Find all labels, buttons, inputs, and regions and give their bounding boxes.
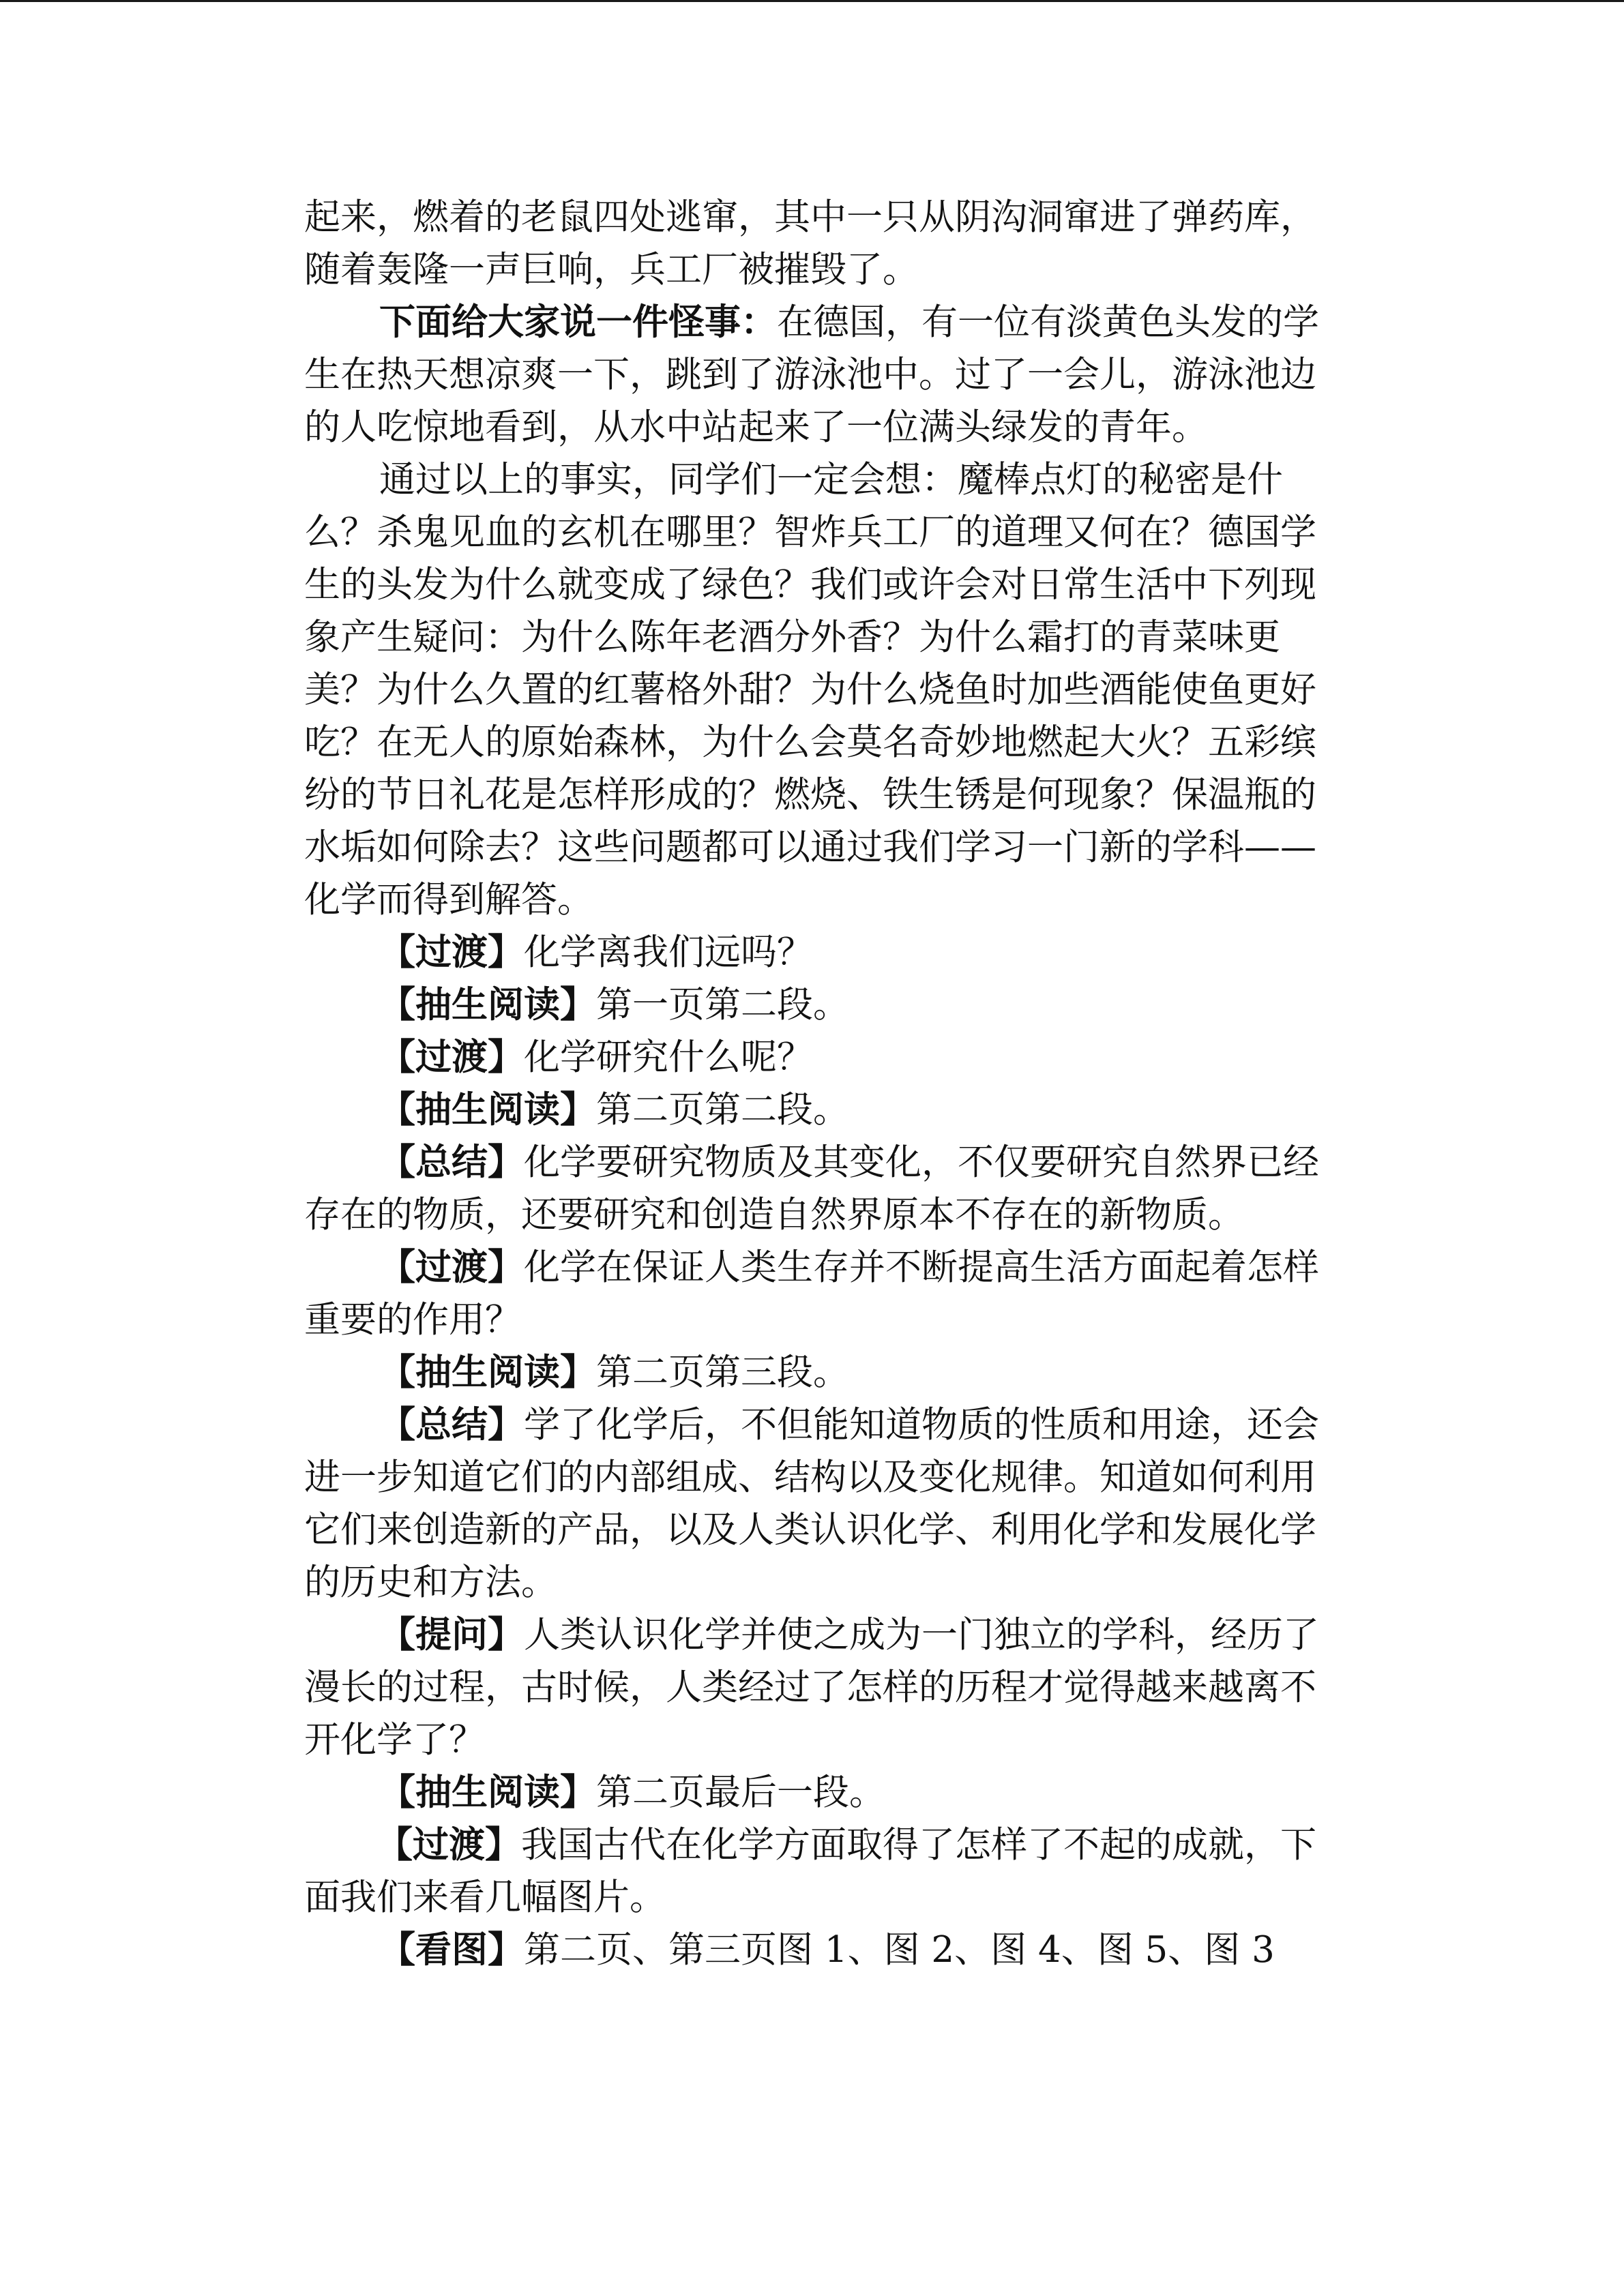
text-line: [304, 1766, 1382, 1819]
line-text: 漫长的过程，古时候，人类经过了怎样的历程才觉得越来越离不: [304, 1667, 1316, 1708]
line-text: 第二页第三段。: [596, 1352, 849, 1393]
line-text: 化学要研究物质及其变化，不仅要研究自然界已经: [524, 1142, 1319, 1183]
text-line: [304, 558, 1382, 611]
document-body: [304, 191, 1382, 1976]
line-text: 它们来创造新的产品，以及人类认识化学、利用化学和发展化学: [304, 1509, 1316, 1551]
text-line: [304, 926, 1382, 979]
text-line: [304, 1504, 1382, 1556]
text-line: [304, 611, 1382, 664]
text-line: [304, 1609, 1382, 1661]
line-text: 第二页、第三页图 1、图 2、图 4、图 5、图 3: [524, 1929, 1275, 1971]
line-text: 存在的物质，还要研究和创造自然界原本不存在的新物质。: [304, 1194, 1244, 1236]
line-text: 美？为什么久置的红薯格外甜？为什么烧鱼时加些酒能使鱼更好: [304, 669, 1316, 711]
text-line: [304, 1924, 1382, 1976]
text-line: [304, 874, 1382, 926]
line-text: 化学在保证人类生存并不断提高生活方面起着怎样: [524, 1247, 1319, 1288]
line-text: 进一步知道它们的内部组成、结构以及变化规律。知道如何利用: [304, 1457, 1316, 1498]
line-lead: 【过渡】: [379, 1036, 524, 1078]
text-line: [304, 1189, 1382, 1241]
line-text: 面我们来看几幅图片。: [304, 1877, 666, 1918]
line-lead: 【抽生阅读】: [379, 1088, 596, 1131]
line-lead: 下面给大家说一件怪事：: [379, 301, 777, 343]
line-text: 的人吃惊地看到，从水中站起来了一位满头绿发的青年。: [304, 406, 1208, 448]
text-line: [304, 296, 1382, 348]
line-text: 重要的作用？: [304, 1299, 521, 1341]
text-line: [304, 1241, 1382, 1294]
text-line: [304, 1451, 1382, 1504]
line-text: 水垢如何除去？这些问题都可以通过我们学习一门新的学科——: [304, 826, 1316, 868]
text-line: [304, 979, 1382, 1031]
line-text: 我国古代在化学方面取得了怎样了不起的成就，下: [521, 1824, 1316, 1866]
line-lead: 【过渡】: [377, 1823, 521, 1866]
text-line: [304, 716, 1382, 769]
text-line: [304, 1399, 1382, 1451]
text-line: [304, 243, 1382, 296]
text-line: [304, 1661, 1382, 1714]
text-line: [304, 453, 1382, 506]
line-text: 么？杀鬼见血的玄机在哪里？智炸兵工厂的道理又何在？德国学: [304, 511, 1316, 553]
line-text: 学了化学后，不但能知道物质的性质和用途，还会: [524, 1404, 1319, 1446]
line-text: 第二页第二段。: [596, 1089, 849, 1131]
line-text: 第二页最后一段。: [596, 1772, 885, 1813]
line-text: 化学研究什么呢？: [524, 1037, 813, 1078]
line-text: 生的头发为什么就变成了绿色？我们或许会对日常生活中下列现: [304, 564, 1316, 606]
text-line: [304, 401, 1382, 453]
text-line: [304, 506, 1382, 558]
line-lead: 【过渡】: [379, 931, 524, 973]
line-text: 化学离我们远吗？: [524, 931, 813, 973]
line-lead: 【总结】: [379, 1403, 524, 1446]
page-top-border: [0, 0, 1624, 2]
text-line: [304, 191, 1382, 243]
line-lead: 【提问】: [379, 1613, 524, 1656]
text-line: [304, 348, 1382, 401]
line-text: 开化学了？: [304, 1719, 485, 1761]
line-lead: 【总结】: [379, 1141, 524, 1183]
text-line: [304, 1031, 1382, 1084]
line-text: 起来，燃着的老鼠四处逃窜，其中一只从阴沟洞窜进了弹药库，: [304, 196, 1316, 238]
text-line: [304, 1871, 1382, 1924]
line-text: 人类认识化学并使之成为一门独立的学科，经历了: [524, 1614, 1319, 1656]
line-text: 化学而得到解答。: [304, 879, 593, 921]
line-text: 生在热天想凉爽一下，跳到了游泳池中。过了一会儿，游泳池边: [304, 354, 1316, 396]
line-lead: 【抽生阅读】: [379, 983, 596, 1026]
line-text: 通过以上的事实，同学们一定会想：魔棒点灯的秘密是什: [379, 459, 1283, 501]
text-line: [304, 1819, 1382, 1871]
text-line: [304, 664, 1382, 716]
line-lead: 【抽生阅读】: [379, 1351, 596, 1393]
line-text: 象产生疑问：为什么陈年老酒分外香？为什么霜打的青菜味更: [304, 616, 1280, 658]
text-line: [304, 821, 1382, 874]
line-text: 的历史和方法。: [304, 1562, 557, 1603]
text-line: [304, 1084, 1382, 1136]
line-text: 第一页第二段。: [596, 984, 849, 1026]
text-line: [304, 769, 1382, 821]
text-line: [304, 1556, 1382, 1609]
text-line: [304, 1136, 1382, 1189]
line-lead: 【过渡】: [379, 1246, 524, 1288]
text-line: [304, 1294, 1382, 1346]
line-lead: 【抽生阅读】: [379, 1771, 596, 1813]
line-lead: 【看图】: [379, 1928, 524, 1971]
text-line: [304, 1346, 1382, 1399]
line-text: 随着轰隆一声巨响，兵工厂被摧毁了。: [304, 249, 919, 290]
line-text: 纷的节日礼花是怎样形成的？燃烧、铁生锈是何现象？保温瓶的: [304, 774, 1316, 816]
line-text: 在德国，有一位有淡黄色头发的学: [777, 301, 1319, 343]
text-line: [304, 1714, 1382, 1766]
line-text: 吃？在无人的原始森林，为什么会莫名奇妙地燃起大火？五彩缤: [304, 721, 1316, 763]
